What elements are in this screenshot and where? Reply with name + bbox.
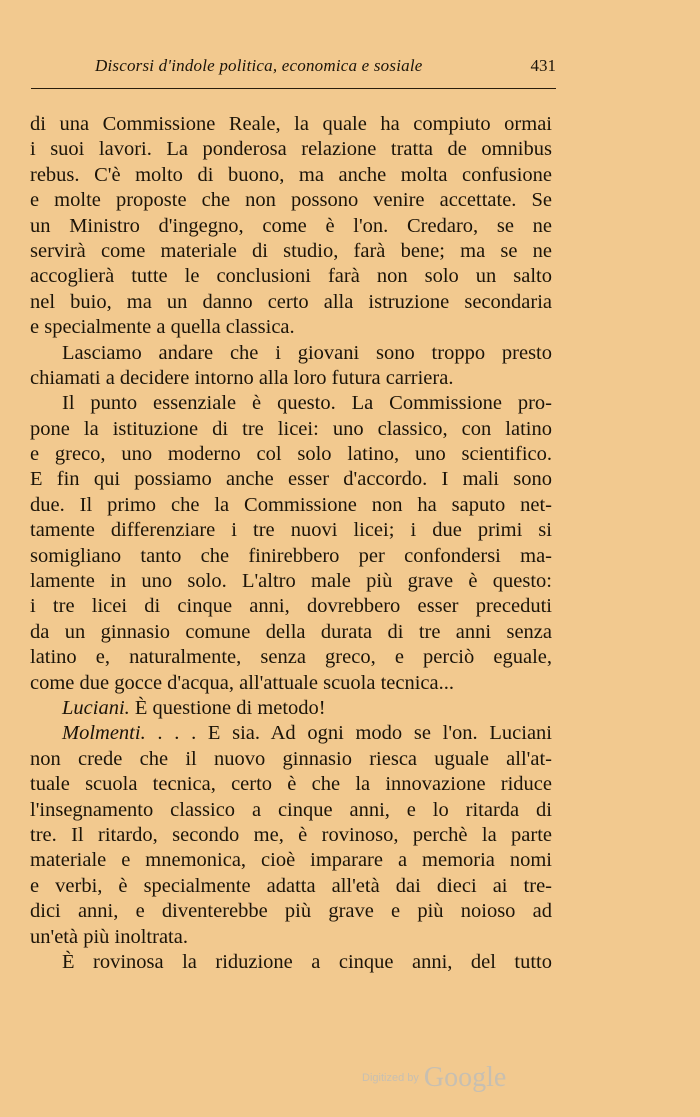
text-line: un'età più inoltrata. — [30, 925, 188, 948]
text-line: latino e, naturalmente, senza greco, e perciò eguale, — [30, 646, 552, 669]
text-line: i suoi lavori. La ponderosa relazione tratta de omnibus — [30, 138, 552, 161]
text-line: E fin qui possiamo anche esser d'accordo. I mali sono — [30, 468, 552, 491]
text-line: da un ginnasio comune della durata di tre anni senza — [30, 620, 552, 643]
header-rule — [31, 88, 556, 89]
text-line: nel buio, ma un danno certo alla istruzione secondaria — [30, 290, 552, 313]
text-line: accoglierà tutte le conclusioni farà non solo un salto — [30, 265, 552, 288]
speaker-name: Molmenti. — [62, 722, 146, 745]
text-line: pone la istituzione di tre licei: uno classico, con latino — [30, 417, 552, 440]
text-line: e verbi, è specialmente adatta all'età dai dieci ai tre- — [30, 874, 552, 897]
text-line — [30, 696, 552, 721]
text-line: rebus. C'è molto di buono, ma anche molta confusione — [30, 163, 552, 186]
text-line: di una Commissione Reale, la quale ha compiuto ormai — [30, 113, 552, 135]
text-line: somigliano tanto che finirebbero per confondersi ma- — [30, 544, 552, 567]
page-number: 431 — [530, 56, 556, 75]
running-title: Discorsi d'indole politica, economica e sosiale — [95, 56, 423, 75]
text-line: e specialmente a quella classica. — [30, 316, 295, 339]
text-line: tre. Il ritardo, secondo me, è rovinoso, perchè la parte — [30, 823, 552, 846]
speaker-name: Luciani. — [62, 696, 130, 719]
text-line: come due gocce d'acqua, all'attuale scuola tecnica... — [30, 671, 455, 694]
google-logo: Google — [423, 1062, 507, 1093]
text-line: tuale scuola tecnica, certo è che la innovazione riduce — [30, 773, 552, 796]
text-line: l'insegnamento classico a cinque anni, e lo ritarda di — [30, 798, 552, 821]
text-line: materiale e mnemonica, cioè imparare a memoria nomi — [30, 849, 552, 872]
text-line: tamente differenziare i tre nuovi licei; i due primi si — [30, 519, 552, 542]
text-line: un Ministro d'ingegno, come è l'on. Credaro, se ne — [30, 214, 552, 237]
text-line: Lasciamo andare che i giovani sono troppo presto — [62, 341, 552, 364]
text-line: lamente in uno solo. L'altro male più grave è questo: — [30, 570, 552, 593]
digitized-label: Digitized by — [362, 1072, 419, 1084]
text-line: È rovinosa la riduzione a cinque anni, del tutto — [62, 950, 552, 973]
text-line: Il punto essenziale è questo. La Commissione pro- — [62, 392, 552, 415]
speaker-line: È questione di metodo! — [129, 696, 326, 719]
text-line — [30, 721, 552, 746]
text-line: non crede che il nuovo ginnasio riesca uguale all'at- — [30, 747, 552, 770]
text-line: servirà come materiale di studio, farà bene; ma se ne — [30, 239, 552, 262]
text-line: due. Il primo che la Commissione non ha saputo net- — [30, 493, 552, 516]
text-line: e molte proposte che non possono venire accettate. Se — [30, 189, 552, 212]
speaker-line: . . . E sia. Ad ogni modo se l'on. Luciani — [145, 722, 552, 745]
running-header — [31, 56, 556, 86]
text-line: dici anni, e diventerebbe più grave e più noioso ad — [30, 900, 552, 923]
digitization-watermark — [362, 1062, 506, 1094]
text-line: e greco, uno moderno col solo latino, uno scientifico. — [30, 443, 552, 466]
body-text — [30, 112, 552, 975]
text-line: i tre licei di cinque anni, dovrebbero esser preceduti — [30, 595, 552, 618]
text-line: chiamati a decidere intorno alla loro futura carriera. — [30, 366, 454, 389]
